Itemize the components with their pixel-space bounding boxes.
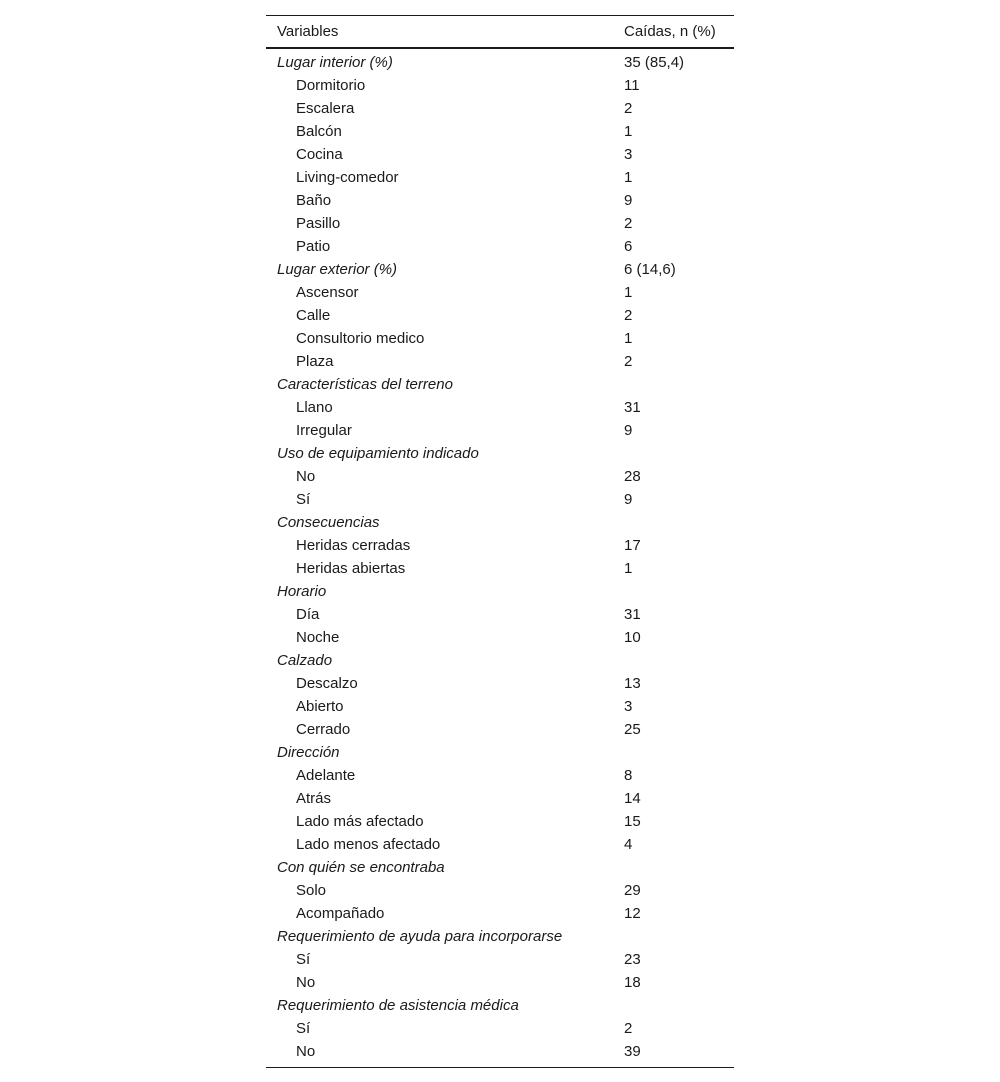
row-value: 18 [624,974,641,991]
table-row [266,97,734,120]
table-row [266,787,734,810]
table-row [266,879,734,902]
table-row [266,350,734,373]
table-row [266,626,734,649]
group-value [613,580,734,603]
group-label: Lugar exterior (%) [277,261,398,278]
row-value: 23 [624,951,641,968]
row-value: 1 [624,284,633,301]
row-value: 2 [624,1020,633,1037]
table-row [266,488,734,511]
row-label: Heridas cerradas [296,537,411,554]
table-row [266,281,734,304]
row-label: Pasillo [296,215,341,232]
group-row [266,48,734,74]
row-label: Consultorio medico [296,330,425,347]
header-row [266,16,734,49]
row-value: 9 [624,491,633,508]
group-value [613,442,734,465]
row-value: 39 [624,1043,641,1060]
row-value: 1 [624,560,633,577]
row-value: 12 [624,905,641,922]
row-label: No [296,468,316,485]
group-label: Consecuencias [277,514,380,531]
row-value: 2 [624,100,633,117]
row-value: 8 [624,767,633,784]
row-label: Cocina [296,146,343,163]
row-value: 31 [624,606,641,623]
row-value: 4 [624,836,633,853]
row-label: Adelante [296,767,356,784]
row-label: Sí [296,1020,311,1037]
table-row [266,833,734,856]
group-row [266,258,734,281]
group-label: Calzado [277,652,333,669]
table-row [266,695,734,718]
group-row [266,994,734,1017]
row-label: Ascensor [296,284,359,301]
group-row [266,580,734,603]
group-label: Con quién se encontraba [277,859,445,876]
falls-table [266,15,734,1068]
row-label: Sí [296,951,311,968]
table-row [266,764,734,787]
group-row [266,511,734,534]
table-row [266,534,734,557]
row-value: 2 [624,307,633,324]
group-label: Lugar interior (%) [277,54,393,71]
group-value: 35 (85,4) [624,54,685,71]
group-value [613,925,734,948]
group-value [613,856,734,879]
row-label: Atrás [296,790,332,807]
row-value: 1 [624,169,633,186]
table-row [266,603,734,626]
row-label: Escalera [296,100,355,117]
row-value: 2 [624,353,633,370]
row-value: 3 [624,698,633,715]
group-value [613,741,734,764]
group-row [266,741,734,764]
table-row [266,948,734,971]
table-row [266,120,734,143]
row-value: 17 [624,537,641,554]
table-row [266,235,734,258]
row-label: Descalzo [296,675,358,692]
row-value: 2 [624,215,633,232]
header-falls: Caídas, n (%) [624,23,716,40]
row-label: Llano [296,399,333,416]
group-label: Horario [277,583,327,600]
group-label: Dirección [277,744,340,761]
row-label: Día [296,606,320,623]
group-label: Uso de equipamiento indicado [277,445,479,462]
row-value: 15 [624,813,641,830]
table-body [266,48,734,1068]
row-value: 1 [624,123,633,140]
row-label: Sí [296,491,311,508]
table-row [266,143,734,166]
falls-table-container [266,15,734,1068]
header-variables: Variables [277,23,339,40]
row-label: Abierto [296,698,344,715]
row-label: Balcón [296,123,342,140]
row-label: Acompañado [296,905,385,922]
row-value: 1 [624,330,633,347]
row-label: Dormitorio [296,77,366,94]
row-label: Lado más afectado [296,813,424,830]
table-row [266,902,734,925]
table-row [266,419,734,442]
group-row [266,925,734,948]
row-label: No [296,974,316,991]
row-label: Heridas abiertas [296,560,406,577]
table-row [266,327,734,350]
row-label: Plaza [296,353,334,370]
table-row [266,465,734,488]
row-value: 29 [624,882,641,899]
table-row [266,557,734,580]
row-value: 10 [624,629,641,646]
row-label: Calle [296,307,331,324]
row-value: 6 [624,238,633,255]
group-row [266,649,734,672]
row-value: 9 [624,422,633,439]
row-label: Cerrado [296,721,351,738]
row-label: Baño [296,192,332,209]
group-value [613,649,734,672]
table-header [266,16,734,49]
table-row [266,1040,734,1068]
group-row [266,442,734,465]
group-label: Requerimiento de ayuda para incorporarse [277,928,563,945]
row-value: 9 [624,192,633,209]
table-row [266,810,734,833]
table-row [266,166,734,189]
group-row [266,373,734,396]
row-label: Living-comedor [296,169,399,186]
row-value: 31 [624,399,641,416]
table-row [266,74,734,97]
group-value: 6 (14,6) [624,261,676,278]
row-label: Solo [296,882,327,899]
group-row [266,856,734,879]
row-label: Noche [296,629,340,646]
group-label: Requerimiento de asistencia médica [277,997,519,1014]
group-value [613,511,734,534]
row-value: 25 [624,721,641,738]
row-label: Patio [296,238,331,255]
row-value: 13 [624,675,641,692]
row-value: 11 [624,77,640,94]
group-value [613,373,734,396]
table-row [266,971,734,994]
row-label: Irregular [296,422,352,439]
table-row [266,304,734,327]
row-label: Lado menos afectado [296,836,441,853]
table-row [266,1017,734,1040]
row-value: 14 [624,790,641,807]
row-label: No [296,1043,316,1060]
row-value: 28 [624,468,641,485]
table-row [266,396,734,419]
table-row [266,189,734,212]
table-row [266,672,734,695]
table-row [266,212,734,235]
group-value [613,994,734,1017]
table-row [266,718,734,741]
row-value: 3 [624,146,633,163]
group-label: Características del terreno [277,376,453,393]
